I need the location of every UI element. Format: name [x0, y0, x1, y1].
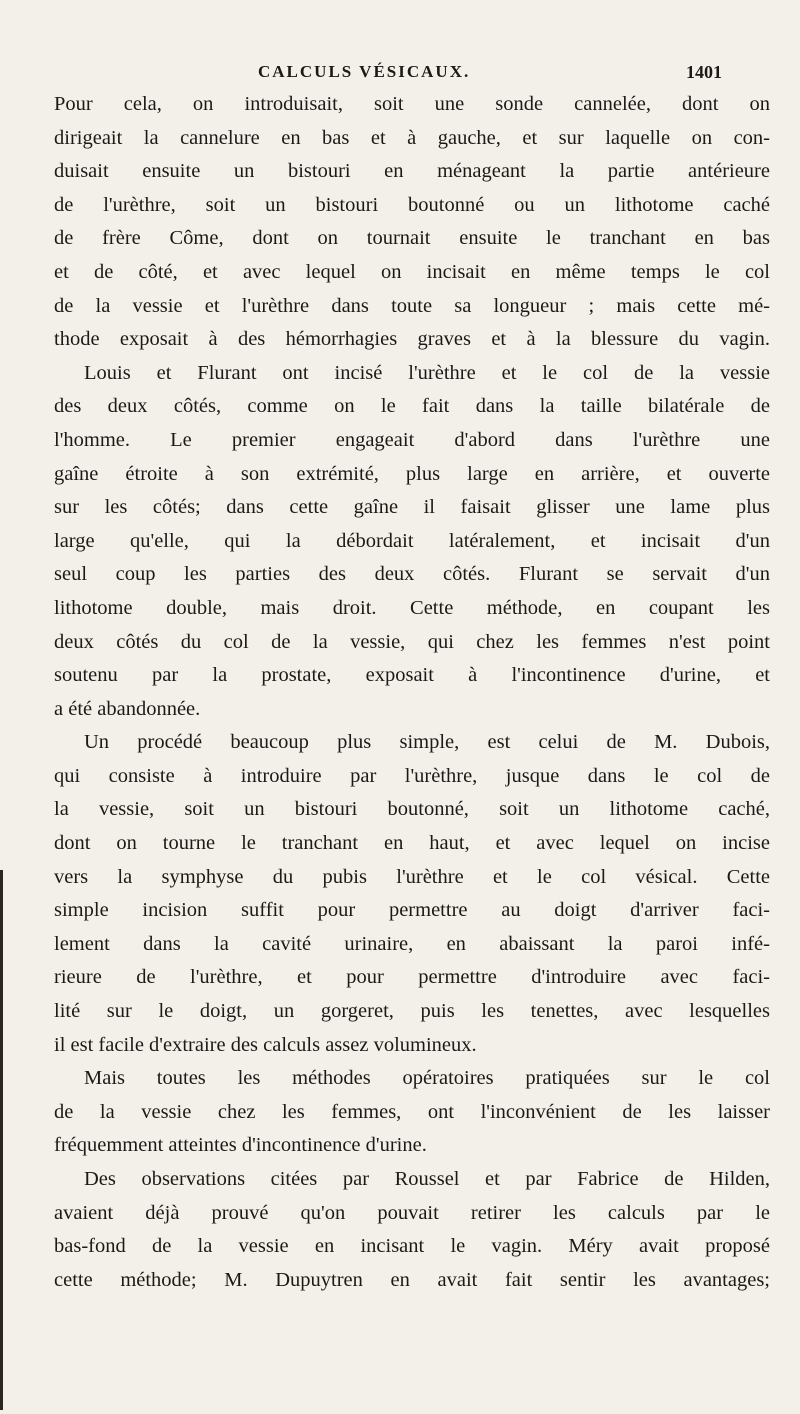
paragraph-start-line: Mais toutes les méthodes opératoires pratiquées sur le col — [84, 1067, 770, 1090]
text-line: la vessie, soit un bistouri boutonné, soit un lithotome caché, — [54, 798, 770, 821]
text-line: sur les côtés; dans cette gaîne il faisait glisser une lame plus — [54, 496, 770, 519]
text-line: duisait ensuite un bistouri en ménageant la partie antérieure — [54, 160, 770, 183]
text-line: rieure de l'urèthre, et pour permettre d'introduire avec faci- — [54, 966, 770, 989]
paragraph-end-line: il est facile d'extraire des calculs assez volumineux. — [54, 1033, 477, 1056]
text-line: dirigeait la cannelure en bas et à gauche, et sur laquelle on con- — [54, 126, 770, 149]
text-line: de la vessie chez les femmes, ont l'inconvénient de les laisser — [54, 1100, 770, 1123]
text-line: l'homme. Le premier engageait d'abord dans l'urèthre une — [54, 428, 770, 451]
body-text — [54, 88, 770, 1297]
text-line: bas-fond de la vessie en incisant le vagin. Méry avait proposé — [54, 1235, 770, 1258]
paragraph-start-line: Louis et Flurant ont incisé l'urèthre et le col de la vessie — [84, 361, 770, 384]
text-line: thode exposait à des hémorrhagies graves et à la blessure du vagin. — [54, 328, 770, 351]
text-line: seul coup les parties des deux côtés. Flurant se servait d'un — [54, 563, 770, 586]
paragraph-start-line: Des observations citées par Roussel et par Fabrice de Hilden, — [84, 1168, 770, 1190]
text-line: des deux côtés, comme on le fait dans la taille bilatérale de — [54, 395, 770, 418]
text-line: lement dans la cavité urinaire, en abaissant la paroi infé- — [54, 932, 770, 955]
text-line: Pour cela, on introduisait, soit une sonde cannelée, dont on — [54, 93, 770, 115]
text-line: vers la symphyse du pubis l'urèthre et le col vésical. Cette — [54, 865, 770, 888]
page-number: 1401 — [686, 62, 722, 82]
text-line: simple incision suffit pour permettre au doigt d'arriver faci- — [54, 899, 770, 922]
text-line: cette méthode; M. Dupuytren en avait fait sentir les avantages; — [54, 1268, 770, 1291]
text-line: lité sur le doigt, un gorgeret, puis les tenettes, avec lesquelles — [54, 1000, 770, 1023]
text-line: et de côté, et avec lequel on incisait en même temps le col — [54, 260, 770, 283]
text-line: soutenu par la prostate, exposait à l'incontinence d'urine, et — [54, 664, 770, 687]
text-line: deux côtés du col de la vessie, qui chez les femmes n'est point — [54, 630, 770, 653]
text-line: gaîne étroite à son extrémité, plus large en arrière, et ouverte — [54, 462, 770, 485]
paragraph-start-line: Un procédé beaucoup plus simple, est celui de M. Dubois, — [84, 731, 770, 754]
text-line: avaient déjà prouvé qu'on pouvait retirer les calculs par le — [54, 1201, 770, 1224]
text-line: de frère Côme, dont on tournait ensuite le tranchant en bas — [54, 227, 770, 250]
text-line: de l'urèthre, soit un bistouri boutonné ou un lithotome caché — [54, 193, 770, 216]
text-line: qui consiste à introduire par l'urèthre, jusque dans le col de — [54, 764, 770, 787]
running-title: CALCULS VÉSICAUX. — [258, 62, 471, 81]
text-line: de la vessie et l'urèthre dans toute sa longueur ; mais cette mé- — [54, 294, 770, 317]
paragraph-end-line: fréquemment atteintes d'incontinence d'urine. — [54, 1134, 427, 1157]
text-line: large qu'elle, qui la débordait latéralement, et incisait d'un — [54, 529, 770, 552]
scan-edge-shadow — [0, 870, 3, 1410]
text-line: lithotome double, mais droit. Cette méthode, en coupant les — [54, 596, 770, 619]
text-line: dont on tourne le tranchant en haut, et avec lequel on incise — [54, 832, 770, 855]
running-head — [0, 62, 800, 88]
paragraph-end-line: a été abandonnée. — [54, 697, 201, 720]
